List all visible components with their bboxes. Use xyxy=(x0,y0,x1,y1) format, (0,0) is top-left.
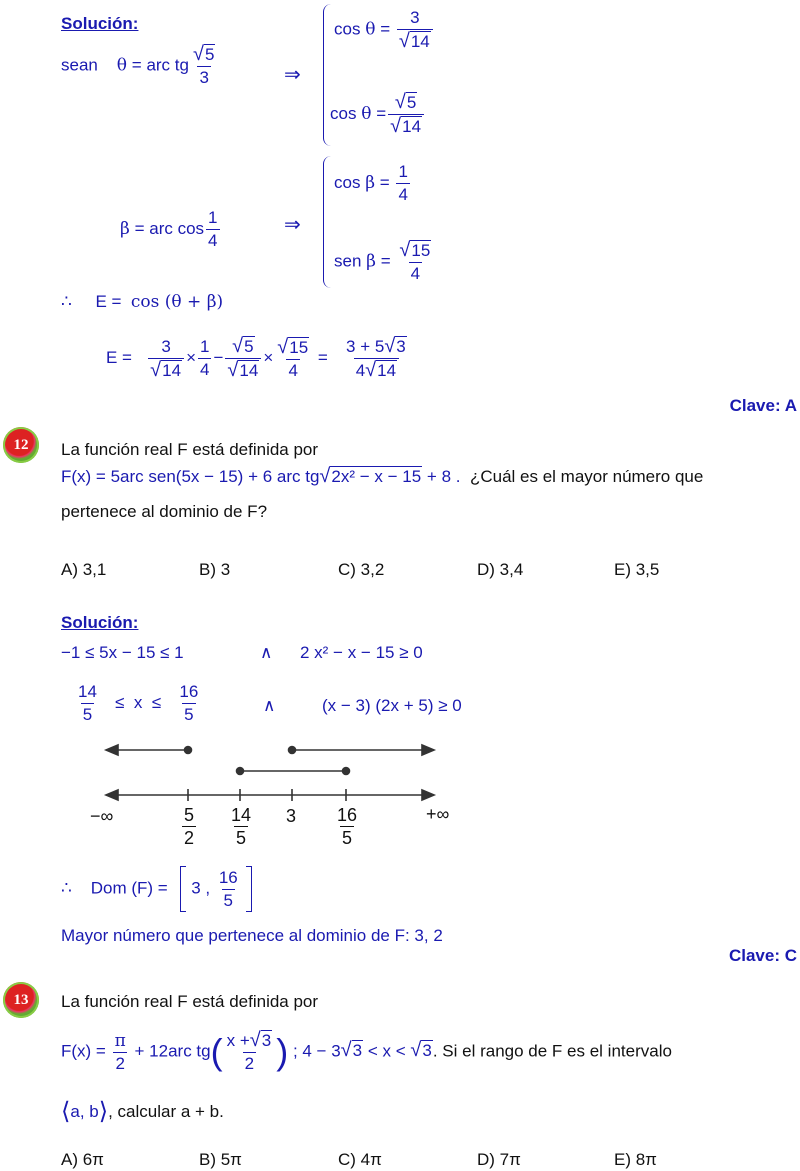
tick-label-3: 3 xyxy=(286,806,297,826)
s12-and-1: ∧ xyxy=(260,643,273,662)
s12-line1-right: 2 x² − x − 15 ≥ 0 xyxy=(300,643,423,662)
clave-c: Clave: C xyxy=(728,946,797,965)
segment-end-point xyxy=(343,768,350,775)
p12-option-e: E) 3,5 xyxy=(614,560,660,579)
p13-intro: La función real F está definida por xyxy=(61,992,319,1011)
sin-theta-line: cos θ = √ 5 √ 14 xyxy=(330,92,426,137)
ray-left-endpoint xyxy=(185,747,192,754)
axis-right-arrowhead xyxy=(422,790,434,800)
p12-function-definition: F(x) = 5arc sen(5x − 15) + 6 arc tg √ 2x² − x − 15 + 8 . ¿Cuál es el mayor número que xyxy=(61,465,704,487)
tick-label-5-2: $\frac{5}{2}$ xyxy=(184,805,195,848)
left-brace-2 xyxy=(323,156,334,288)
tick-label-14-5: $\frac{14}{5}$ xyxy=(231,805,252,848)
p12-question-line2: pertenece al dominio de F? xyxy=(61,502,268,521)
axis-left-arrowhead xyxy=(106,790,118,800)
s12-conclusion: Mayor número que pertenece al dominio de F: 3, 2 xyxy=(61,926,443,945)
implies-arrow-1: ⇒ xyxy=(284,64,301,86)
p12-option-d: D) 3,4 xyxy=(477,560,524,579)
E-definition: ∴ E = cos (θ + β) xyxy=(61,292,224,312)
problem-number-badge-12: 12 xyxy=(3,427,39,463)
p13-question: ⟨a, b⟩, calcular a + b. xyxy=(61,1098,224,1125)
s12-line1-left: −1 ≤ 5x − 15 ≤ 1 xyxy=(61,643,184,662)
solucion-heading-1: Solución: xyxy=(61,14,139,33)
ray-left-arrowhead xyxy=(106,745,118,755)
clave-a: Clave: A xyxy=(729,396,797,415)
ray-right-endpoint xyxy=(289,747,296,754)
pos-infinity-label: +∞ xyxy=(426,804,450,824)
domain-result: ∴ Dom (F) = 3 , $\frac{16}{5}$ xyxy=(61,866,252,912)
p13-option-a: A) 6π xyxy=(61,1150,104,1169)
p12-intro: La función real F está definida por xyxy=(61,440,319,459)
ray-right-arrowhead xyxy=(422,745,434,755)
p13-option-b: B) 5π xyxy=(199,1150,242,1169)
p13-option-d: D) 7π xyxy=(477,1150,521,1169)
s12-line2-left: $\frac{14}{5}$ ≤ x ≤ $\frac{16}{5}$ xyxy=(78,682,199,724)
problem-number-badge-13: 13 xyxy=(3,982,39,1018)
tick-label-16-5: $\frac{16}{5}$ xyxy=(337,805,358,848)
p12-option-a: A) 3,1 xyxy=(61,560,107,579)
E-computation: E = 3 √ 14 × $\frac{1}{4}$ − √ 5 √ 14 × √ 15 4 = 3 + 5 √ 3 4 √ 14 xyxy=(106,335,406,381)
segment-start-point xyxy=(237,768,244,775)
p13-option-c: C) 4π xyxy=(338,1150,382,1169)
s12-line2-right: (x − 3) (2x + 5) ≥ 0 xyxy=(322,696,462,715)
p13-function-definition: F(x) = $\frac{\pi}{2}$ + 12arc tg( x + √ 3 2 ) ; 4 − 3 √ 3 < x < √ 3 . Si el rango de F es el intervalo xyxy=(61,1029,672,1073)
theta-definition: sean θ = arc tg √ 5 3 xyxy=(61,43,215,87)
neg-infinity-label: −∞ xyxy=(90,806,114,826)
p13-option-e: E) 8π xyxy=(614,1150,657,1169)
beta-definition: β = arc cos $\frac{1}{4}$ xyxy=(120,208,218,250)
s12-and-2: ∧ xyxy=(263,696,276,715)
sen-beta-line: sen β = √ 15 4 xyxy=(334,239,431,283)
cos-theta-line: cos θ = 3 √ 14 xyxy=(334,8,435,52)
number-line-diagram xyxy=(0,735,800,855)
p12-option-c: C) 3,2 xyxy=(338,560,385,579)
cos-beta-line: cos β = $\frac{1}{4}$ xyxy=(334,162,408,204)
solucion-heading-2: Solución: xyxy=(61,613,139,632)
implies-arrow-2: ⇒ xyxy=(284,214,301,236)
p12-option-b: B) 3 xyxy=(199,560,231,579)
